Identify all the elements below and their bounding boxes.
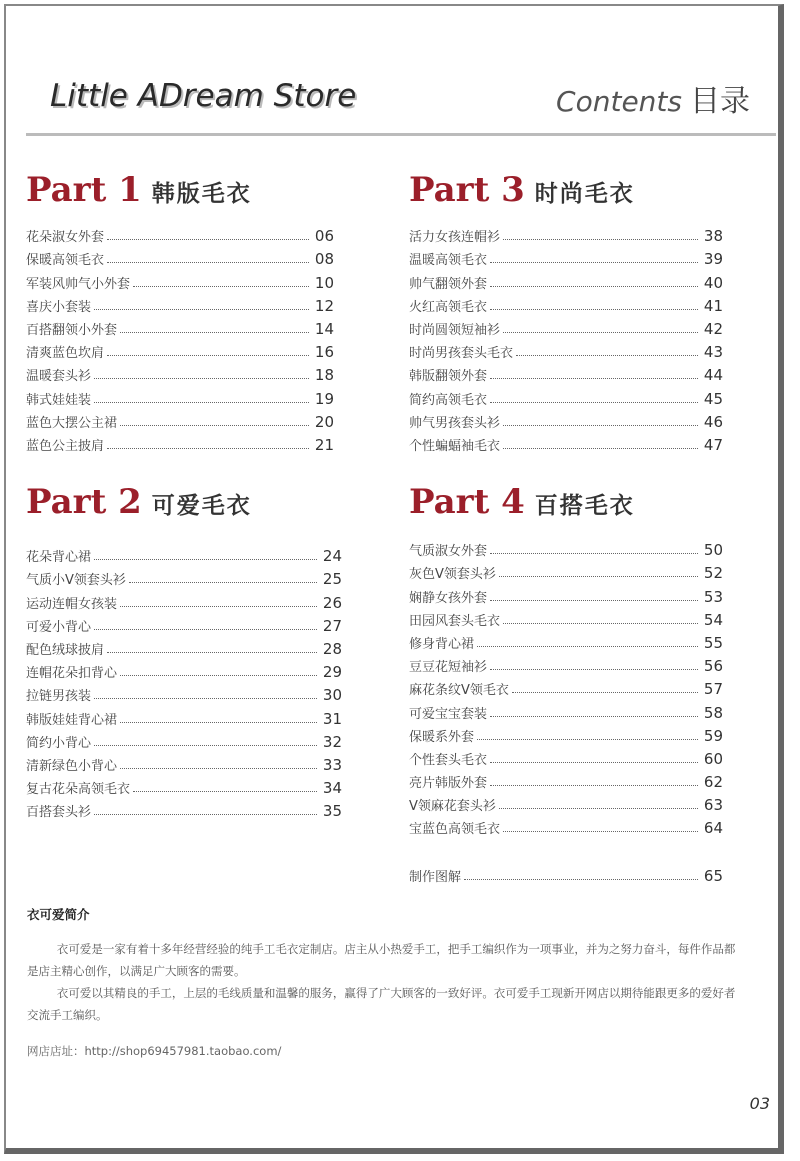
entry-title: 韩版翻领外套 xyxy=(409,369,488,385)
entry-title: 亮片韩版外套 xyxy=(409,776,488,792)
entry-page: 34 xyxy=(322,779,342,798)
toc-entry[interactable] xyxy=(409,268,723,291)
entry-title: 百搭翻领小外套 xyxy=(26,322,118,338)
toc-entry[interactable] xyxy=(26,338,334,361)
entry-title: 韩版娃娃背心裙 xyxy=(26,712,118,728)
toc-entry[interactable] xyxy=(409,606,723,629)
entry-title: 简约小背心 xyxy=(26,735,92,751)
part-3-list xyxy=(409,222,723,454)
entry-title: 军装风帅气小外套 xyxy=(26,276,131,292)
entry-page: 29 xyxy=(322,663,342,682)
page-number: 03 xyxy=(749,1094,770,1113)
entry-title: 田园风套头毛衣 xyxy=(409,613,501,629)
entry-page: 52 xyxy=(703,564,723,583)
contents-label: Contents xyxy=(556,85,682,118)
entry-page: 57 xyxy=(703,680,723,699)
contents-heading xyxy=(556,76,750,120)
part-2-category: 可爱毛衣 xyxy=(151,493,252,519)
part-4-list xyxy=(409,536,723,837)
entry-title: 保暖系外套 xyxy=(409,729,475,745)
dot-leader xyxy=(94,698,317,699)
dot-leader xyxy=(133,791,317,792)
toc-entry[interactable] xyxy=(409,315,723,338)
entry-title: 气质淑女外套 xyxy=(409,544,488,560)
entry-title: 帅气男孩套头衫 xyxy=(409,415,501,431)
toc-entry[interactable] xyxy=(409,338,723,361)
entry-page: 20 xyxy=(314,412,334,431)
entry-title: 配色绒球披肩 xyxy=(26,642,105,658)
entry-page: 42 xyxy=(703,319,723,338)
toc-entry[interactable] xyxy=(26,222,334,245)
entry-page: 24 xyxy=(322,547,342,566)
dot-leader xyxy=(490,309,698,310)
entry-title: 活力女孩连帽衫 xyxy=(409,230,501,246)
toc-entry[interactable] xyxy=(26,728,342,751)
entry-title: 个性套头毛衣 xyxy=(409,752,488,768)
dot-leader xyxy=(120,425,309,426)
part-3-section xyxy=(409,170,723,454)
toc-entry[interactable] xyxy=(26,408,334,431)
entry-page: 56 xyxy=(703,657,723,676)
entry-title: 可爱小背心 xyxy=(26,619,92,635)
part-1-heading xyxy=(26,170,334,210)
toc-entry[interactable] xyxy=(26,612,342,635)
toc-entry[interactable] xyxy=(409,559,723,582)
dot-leader xyxy=(503,239,698,240)
dot-leader xyxy=(120,332,309,333)
part-2-label: Part 2 xyxy=(26,482,142,522)
part-1-category: 韩版毛衣 xyxy=(151,181,252,207)
entry-title: 清爽蓝色坎肩 xyxy=(26,346,105,362)
intro-paragraph-2: 衣可爱以其精良的手工，上层的毛线质量和温馨的服务，赢得了广大顾客的一致好评。衣可爱手工现新开网店以期待能跟更多的爱好者交流手工编织。 xyxy=(27,986,736,1022)
entry-page: 26 xyxy=(322,593,342,612)
entry-page: 30 xyxy=(322,686,342,705)
toc-entry[interactable] xyxy=(26,588,342,611)
entry-page: 59 xyxy=(703,726,723,745)
entry-title: 娴静女孩外套 xyxy=(409,590,488,606)
part-3-category: 时尚毛衣 xyxy=(534,181,635,207)
entry-title: 蓝色公主披肩 xyxy=(26,438,105,454)
entry-page: 63 xyxy=(703,796,723,815)
entry-title: 宝蓝色高领毛衣 xyxy=(409,822,501,838)
toc-entry[interactable] xyxy=(26,774,342,797)
dot-leader xyxy=(94,402,309,403)
entry-title: 花朵淑女外套 xyxy=(26,230,105,246)
toc-entry[interactable] xyxy=(409,675,723,698)
entry-title: 麻花条纹V领毛衣 xyxy=(409,683,509,699)
dot-leader xyxy=(477,739,698,740)
entry-title: 复古花朵高领毛衣 xyxy=(26,782,131,798)
dot-leader xyxy=(499,808,698,809)
entry-title: 温暖套头衫 xyxy=(26,369,92,385)
entry-page: 41 xyxy=(703,296,723,315)
entry-title: 灰色V领套头衫 xyxy=(409,567,496,583)
toc-entry[interactable] xyxy=(26,635,342,658)
part-3-heading xyxy=(409,170,723,210)
part-1-section xyxy=(26,170,334,454)
brand-logo: Little ADream Store xyxy=(50,78,357,114)
dot-leader xyxy=(94,309,309,310)
dot-leader xyxy=(120,675,317,676)
toc-entry[interactable] xyxy=(409,361,723,384)
dot-leader xyxy=(490,402,698,403)
dot-leader xyxy=(107,448,309,449)
entry-page: 46 xyxy=(703,412,723,431)
part-4-section xyxy=(409,482,723,885)
entry-page: 08 xyxy=(314,250,334,269)
dot-leader xyxy=(107,652,317,653)
entry-title: 个性蝙蝠袖毛衣 xyxy=(409,438,501,454)
entry-page: 16 xyxy=(314,343,334,362)
dot-leader xyxy=(490,262,698,263)
entry-title: 制作图解 xyxy=(409,869,462,885)
toc-entry[interactable] xyxy=(409,384,723,407)
entry-page: 43 xyxy=(703,343,723,362)
entry-page: 27 xyxy=(322,616,342,635)
entry-title: 清新绿色小背心 xyxy=(26,758,118,774)
toc-entry[interactable] xyxy=(26,797,342,820)
contents-cn-label: 目录 xyxy=(690,84,750,119)
toc-entry[interactable] xyxy=(26,384,334,407)
dot-leader xyxy=(490,286,698,287)
dot-leader xyxy=(107,262,309,263)
dot-leader xyxy=(94,378,309,379)
dot-leader xyxy=(94,559,317,560)
dot-leader xyxy=(503,425,698,426)
part-2-section xyxy=(26,482,342,820)
entry-page: 32 xyxy=(322,732,342,751)
header-divider xyxy=(26,133,776,136)
part-4-label: Part 4 xyxy=(409,482,525,522)
entry-page: 31 xyxy=(322,709,342,728)
toc-entry[interactable] xyxy=(409,652,723,675)
intro-paragraph-1: 衣可爱是一家有着十多年经营经验的纯手工毛衣定制店。店主从小热爱手工，把手工编织作为一项事业，并为之努力奋斗，每件作品都是店主精心创作，以满足广大顾客的需要。 xyxy=(27,942,736,978)
dot-leader xyxy=(464,879,698,880)
dot-leader xyxy=(490,669,698,670)
dot-leader xyxy=(94,629,317,630)
entry-page: 12 xyxy=(314,296,334,315)
toc-entry[interactable] xyxy=(26,431,334,454)
toc-entry[interactable] xyxy=(26,361,334,384)
entry-title: 连帽花朵扣背心 xyxy=(26,666,118,682)
entry-page: 28 xyxy=(322,639,342,658)
toc-entry[interactable] xyxy=(409,629,723,652)
entry-title: 可爱宝宝套装 xyxy=(409,706,488,722)
dot-leader xyxy=(516,355,698,356)
entry-title: 拉链男孩装 xyxy=(26,689,92,705)
part-2-heading xyxy=(26,482,342,522)
dot-leader xyxy=(490,553,698,554)
dot-leader xyxy=(120,768,317,769)
entry-title: 帅气翻领外套 xyxy=(409,276,488,292)
entry-page: 65 xyxy=(703,866,723,885)
part-4-heading xyxy=(409,482,723,522)
entry-title: 运动连帽女孩装 xyxy=(26,596,118,612)
entry-title: 百搭套头衫 xyxy=(26,805,92,821)
entry-title: 蓝色大摆公主裙 xyxy=(26,415,118,431)
entry-page: 19 xyxy=(314,389,334,408)
dot-leader xyxy=(490,762,698,763)
entry-page: 62 xyxy=(703,773,723,792)
entry-page: 64 xyxy=(703,819,723,838)
entry-page: 60 xyxy=(703,749,723,768)
entry-page: 55 xyxy=(703,633,723,652)
entry-page: 06 xyxy=(314,227,334,246)
toc-entry[interactable] xyxy=(26,268,334,291)
toc-entry[interactable] xyxy=(409,768,723,791)
entry-title: 时尚圆领短袖衫 xyxy=(409,322,501,338)
entry-title: 简约高领毛衣 xyxy=(409,392,488,408)
entry-title: 喜庆小套装 xyxy=(26,299,92,315)
entry-title: 时尚男孩套头毛衣 xyxy=(409,346,514,362)
entry-title: 温暖高领毛衣 xyxy=(409,253,488,269)
intro-heading: 衣可爱简介 xyxy=(27,907,90,922)
toc-entry-diagrams[interactable] xyxy=(409,861,723,884)
dot-leader xyxy=(477,646,698,647)
toc-entry[interactable] xyxy=(26,658,342,681)
part-1-list xyxy=(26,222,334,454)
entry-title: 火红高领毛衣 xyxy=(409,299,488,315)
dot-leader xyxy=(107,355,309,356)
toc-entry[interactable] xyxy=(409,791,723,814)
toc-entry[interactable] xyxy=(26,704,342,727)
part-2-list xyxy=(26,542,342,820)
toc-entry[interactable] xyxy=(409,431,723,454)
shop-address[interactable]: 网店店址：http://shop69457981.taobao.com/ xyxy=(27,1044,282,1058)
entry-page: 40 xyxy=(703,273,723,292)
entry-page: 35 xyxy=(322,802,342,821)
toc-entry[interactable] xyxy=(409,408,723,431)
toc-entry[interactable] xyxy=(409,745,723,768)
dot-leader xyxy=(503,831,698,832)
dot-leader xyxy=(503,332,698,333)
toc-entry[interactable] xyxy=(26,751,342,774)
entry-title: V领麻花套头衫 xyxy=(409,799,496,815)
entry-page: 21 xyxy=(314,435,334,454)
part-4-category: 百搭毛衣 xyxy=(534,493,635,519)
entry-page: 44 xyxy=(703,366,723,385)
store-intro xyxy=(27,904,737,1062)
entry-page: 18 xyxy=(314,366,334,385)
entry-title: 韩式娃娃装 xyxy=(26,392,92,408)
dot-leader xyxy=(107,239,309,240)
entry-page: 38 xyxy=(703,227,723,246)
part-1-label: Part 1 xyxy=(26,170,142,210)
toc-entry[interactable] xyxy=(409,222,723,245)
dot-leader xyxy=(133,286,309,287)
toc-entry[interactable] xyxy=(409,292,723,315)
dot-leader xyxy=(120,722,317,723)
toc-entry[interactable] xyxy=(26,292,334,315)
dot-leader xyxy=(503,623,698,624)
entry-page: 45 xyxy=(703,389,723,408)
entry-page: 50 xyxy=(703,541,723,560)
dot-leader xyxy=(490,600,698,601)
toc-entry[interactable] xyxy=(409,698,723,721)
entry-page: 47 xyxy=(703,435,723,454)
dot-leader xyxy=(512,692,698,693)
appendix-list xyxy=(409,861,723,884)
dot-leader xyxy=(499,576,698,577)
entry-page: 58 xyxy=(703,703,723,722)
entry-title: 豆豆花短袖衫 xyxy=(409,660,488,676)
dot-leader xyxy=(94,814,317,815)
toc-entry[interactable] xyxy=(26,315,334,338)
dot-leader xyxy=(129,582,317,583)
entry-title: 花朵背心裙 xyxy=(26,550,92,566)
dot-leader xyxy=(120,606,317,607)
entry-title: 保暖高领毛衣 xyxy=(26,253,105,269)
toc-entry[interactable] xyxy=(26,565,342,588)
entry-page: 33 xyxy=(322,755,342,774)
part-3-label: Part 3 xyxy=(409,170,525,210)
dot-leader xyxy=(503,448,698,449)
entry-page: 39 xyxy=(703,250,723,269)
dot-leader xyxy=(94,745,317,746)
dot-leader xyxy=(490,378,698,379)
entry-page: 25 xyxy=(322,570,342,589)
entry-page: 53 xyxy=(703,587,723,606)
dot-leader xyxy=(490,785,698,786)
toc-entry[interactable] xyxy=(26,245,334,268)
toc-entry[interactable] xyxy=(409,722,723,745)
toc-entry[interactable] xyxy=(26,542,342,565)
toc-entry[interactable] xyxy=(409,245,723,268)
toc-entry[interactable] xyxy=(409,582,723,605)
entry-title: 修身背心裙 xyxy=(409,636,475,652)
entry-title: 气质小V领套头衫 xyxy=(26,573,126,589)
dot-leader xyxy=(490,716,698,717)
toc-entry[interactable] xyxy=(409,814,723,837)
toc-entry[interactable] xyxy=(26,681,342,704)
entry-page: 10 xyxy=(314,273,334,292)
entry-page: 14 xyxy=(314,319,334,338)
toc-entry[interactable] xyxy=(409,536,723,559)
entry-page: 54 xyxy=(703,610,723,629)
